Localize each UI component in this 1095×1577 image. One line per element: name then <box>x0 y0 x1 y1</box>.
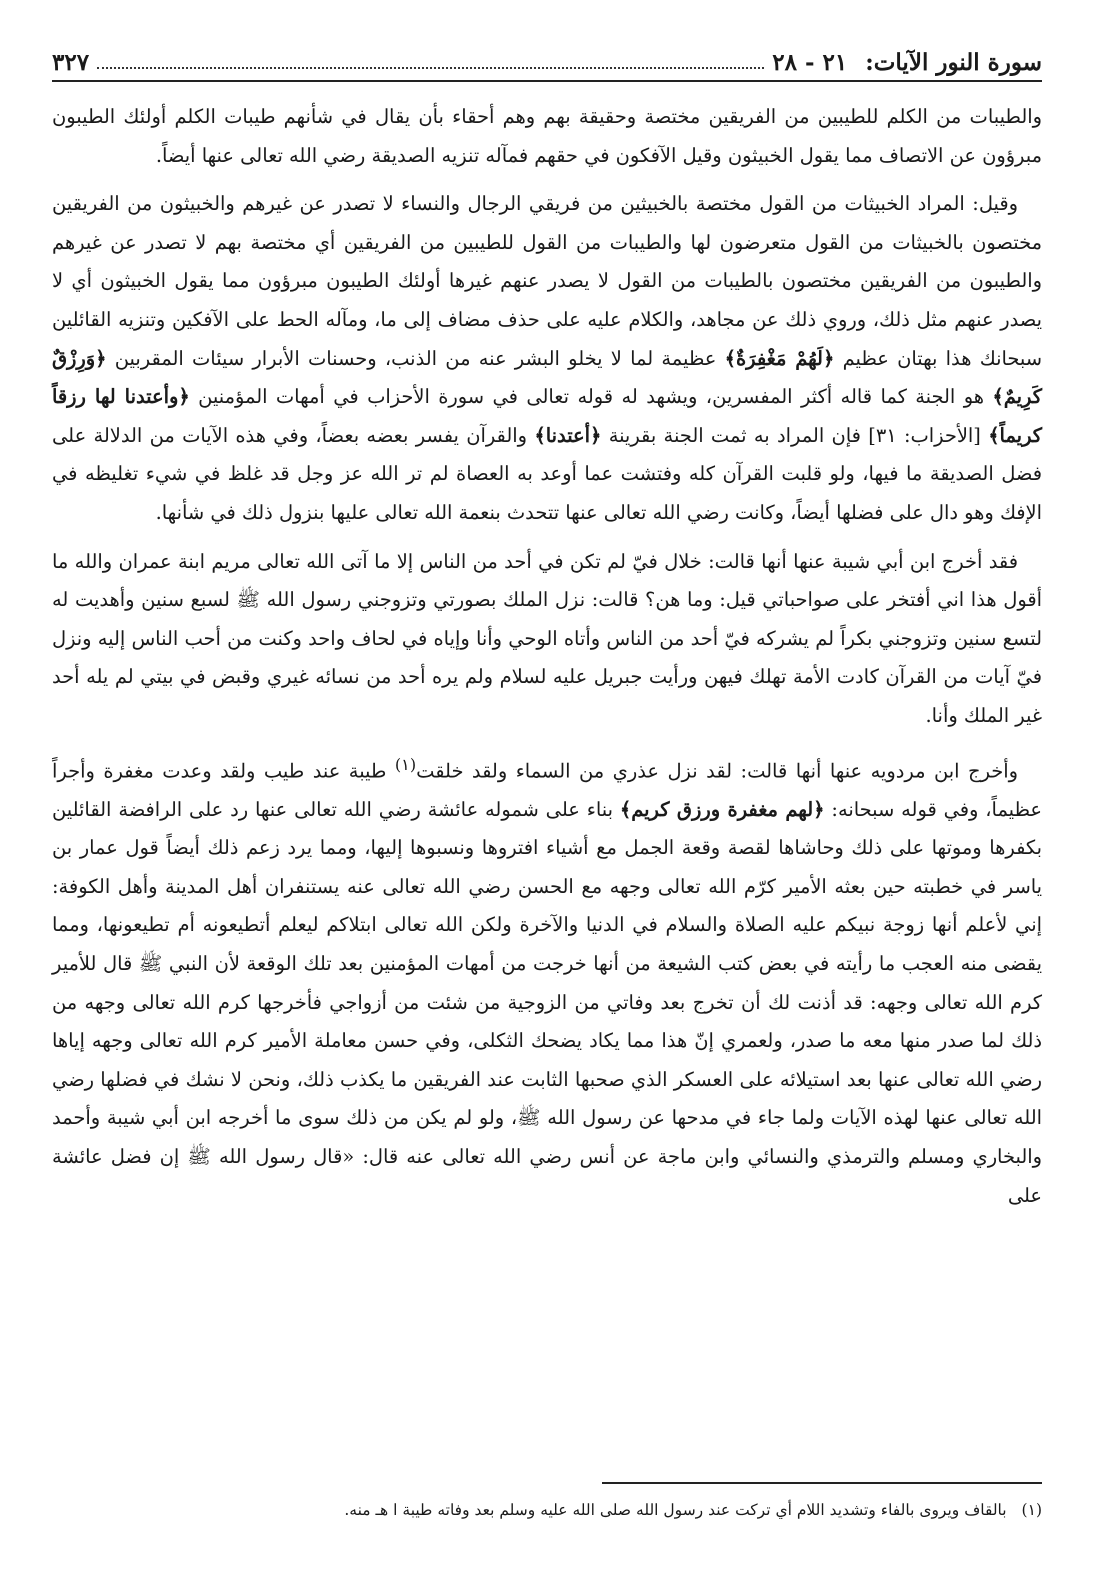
paragraph-4-part2: طيبة عند طيب ولقد وعدت مغفرة وأجراً عظيماً، وفي قوله سبحانه: <box>52 758 1042 821</box>
paragraph-4-part3: بناء على شموله عائشة رضي الله تعالى عنها رد على الرافضة القائلين بكفرها وموتها على ذلك وحاشاها لقصة وقعة الجمل مع أشياء افتروها ونسبوها إليها، ومما يرد زعم ذلك أيضاً قول عمار بن ياسر في خطبته حين بعثه الأمير كرّم الله تعالى وجهه مع الحسن رضي الله تعالى عنه يستنفران أهل المدينة وأهل الكوفة: إني لأعلم أنها زوجة نبيكم عليه الصلاة والسلام في الدنيا والآخرة ولكن الله تعالى ابتلاكم ليعلم أتطيعونه أم تطيعونها، ومما يقضى منه العجب ما رأيته في بعض كتب الشيعة من أنها خرجت من أمهات المؤمنين بعد تلك الوقعة لأن النبي ﷺ قال للأمير كرم الله تعالى وجهه: قد أذنت لك أن تخرج بعد وفاتي من الزوجية من شئت من أزواجي فأخرجها كرم الله تعالى وجهه من ذلك لما صدر منها معه ما صدر، ولعمري إنّ هذا مما يكاد يضحك الثكلى، وفي حسن معاملة الأمير كرم الله تعالى وجهه إياها رضي الله تعالى عنها بعد استيلائه على العسكر الذي صحبها الثابت عند الفريقين ما يكذب ذلك، ونحن لا نشك في فضلها رضي الله تعالى عنها لهذه الآيات ولما جاء في مدحها عن رسول الله ﷺ، ولو لم يكن من ذلك سوى ما أخرجه ابن أبي شيبة وأحمد والبخاري ومسلم والترمذي والنسائي وابن ماجة عن أنس رضي الله تعالى عنه قال: «قال رسول الله ﷺ إن فضل عائشة على <box>52 797 1042 1207</box>
quran-quote: ﴿لهم مغفرة ورزق كريم﴾ <box>619 797 825 821</box>
page <box>52 40 1042 1540</box>
paragraph-2-part2: عظيمة لما لا يخلو البشر عنه من الذنب، وحسنات الأبرار سيئات المقربين <box>114 346 717 370</box>
surah-name: سورة النور الآيات: <box>865 49 1042 76</box>
paragraph-2-part5: والقرآن يفسر بعضه بعضاً، وفي هذه الآيات من الدلالة على فضل الصديقة ما فيها، ولو قلبت القرآن كله وفتشت عما أوعد به العصاة لم تر الله عز وجل قد غلظ في شيء تغليظه في الإفك وهو دال على فضلها أيضاً، وكانت رضي الله تعالى عنها تتحدث بنعمة الله تعالى عليها بنزول ذلك في شأنها. <box>52 423 1042 524</box>
paragraph-3: فقد أخرج ابن أبي شيبة عنها أنها قالت: خلال فيّ لم تكن في أحد من الناس إلا ما آتى الله تعالى مريم ابنة عمران والله ما أقول هذا اني أفتخر على صواحباتي قيل: وما هن؟ قالت: نزل الملك بصورتي وتزوجني رسول الله ﷺ لسبع سنين وأهديت له لتسع سنين وتزوجني بكراً لم يشركه فيّ أحد من الناس وأتاه الوحي وأنا وإياه في لحاف واحد وكنت من أحب الناس إليه ونزل فيّ آيات من القرآن كادت الأمة تهلك فيهن ورأيت جبريل عليه لسلام ولم يره أحد من نسائه غيري وقبض في بيتي لم يله أحد غير الملك وأنا. <box>52 549 1042 727</box>
paragraph-2-part3: هو الجنة كما قاله أكثر المفسرين، ويشهد له قوله تعالى في سورة الأحزاب في أمهات المؤمنين <box>198 385 984 409</box>
page-number: ٣٢٧ <box>52 49 90 76</box>
paragraph-2-part1: وقيل: المراد الخبيثات من القول مختصة بالخبيثين من فريقي الرجال والنساء لا تصدر عن غيرهم والخبيثون من الفريقين مختصون بالخبيثات من القول متعرضون لها والطيبات من القول للطيبين من الفريقين أي مختصة بهم لا تصدر عن غيرهم والطيبون من الفريقين مختصون بالطيبات من القول لا يصدر عنهم غيرها أولئك الطيبون مبرؤون مما يقول الخبيثون أي لا يصدر عنهم مثل ذلك، وروي ذلك عن مجاهد، والكلام عليه على حذف مضاف إلى ما، ومآله الحط على الآفكين وتنزيه القائلين سبحانك هذا بهتان عظيم <box>52 192 1042 370</box>
paragraph-2-part4: [الأحزاب: ٣١] فإن المراد به ثمت الجنة بقرينة <box>608 423 981 447</box>
paragraph-4-part1: وأخرج ابن مردويه عنها أنها قالت: لقد نزل عذري من السماء ولقد خلقت <box>416 758 1019 782</box>
footnote-separator <box>602 1482 1042 1484</box>
quran-quote: ﴿لَهُمْ مَغْفِرَةٌ﴾ <box>724 346 835 370</box>
quran-quote: ﴿أعتدنا﴾ <box>534 423 602 447</box>
quran-quote: ﴿وأعتدنا لها رزقاً كريماً﴾ <box>52 385 1042 447</box>
paragraph-4 <box>52 746 1042 1216</box>
header-title <box>772 49 1042 76</box>
main-text <box>52 98 1042 1215</box>
footnote-reference: (١) <box>394 754 417 774</box>
paragraph-1: والطيبات من الكلم للطيبين من الفريقين مختصة وحقيقة بهم وهم أحقاء بأن يقال في شأنهم طيبات الكلم أولئك الطيبون مبرؤون عن الاتصاف مما يقول الخبيثون وقيل الآفكون في حقهم فمآله تنزيه الصديقة رضي الله تعالى عنها أيضاً. <box>52 105 1042 167</box>
footnote-text: بالقاف ويروى بالفاء وتشديد اللام أي تركت عند رسول الله صلى الله عليه وسلم بعد وفاته طيبة ا هـ منه. <box>344 1501 1007 1519</box>
ayat-range: ٢١ - ٢٨ <box>772 49 848 76</box>
header-dot-leader <box>97 66 764 69</box>
quran-quote: ﴿وَرِزْقٌ كَرِيمٌ﴾ <box>52 346 1042 409</box>
footnote <box>52 1498 1042 1522</box>
footnote-number: (١) <box>1021 1501 1042 1519</box>
paragraph-2 <box>52 185 1042 532</box>
running-header <box>52 40 1042 82</box>
